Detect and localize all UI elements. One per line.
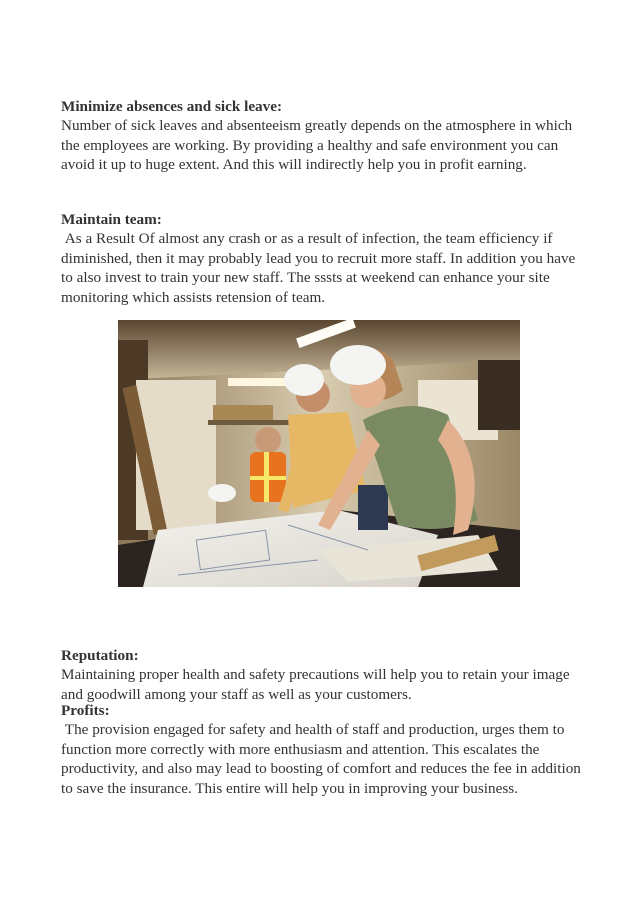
hardhat — [284, 364, 324, 396]
section-text: Maintaining proper health and safety precautions will help you to retain your image and goodwill among your staff as well as your customers. — [61, 666, 570, 703]
section-reputation — [61, 646, 581, 704]
section-heading: Reputation: — [61, 647, 139, 664]
photo-illustration — [118, 320, 520, 587]
section-heading: Maintain team: — [61, 211, 162, 228]
section-text: As a Result Of almost any crash or as a result of infection, the team efficiency if diminished, then it may probably lead you to recruit more staff. In addition you have to also invest to train your new staff. The sssts at weekend can enhance your site monitoring which assists retension of team. — [61, 230, 576, 306]
section-text: Number of sick leaves and absenteeism greatly depends on the atmosphere in which the employees are working. By providing a healthy and safe environment you can avoid it up to huge extent. And this will indirectly help you in profit earning. — [61, 117, 573, 174]
section-profits — [61, 701, 581, 798]
section-heading: Minimize absences and sick leave: — [61, 98, 283, 115]
section-text: The provision engaged for safety and health of staff and production, urges them to function more correctly with more enthusiasm and attention. This escalates the productivity, and also may lead to boosting of comfort and reduces the fee in addition to save the insurance. This entire will help you in improving your business. — [61, 721, 581, 797]
section-absences — [61, 97, 581, 175]
section-team — [61, 210, 581, 307]
construction-workers-photo — [118, 320, 520, 587]
hardhat — [330, 345, 386, 385]
section-heading: Profits: — [61, 702, 110, 719]
